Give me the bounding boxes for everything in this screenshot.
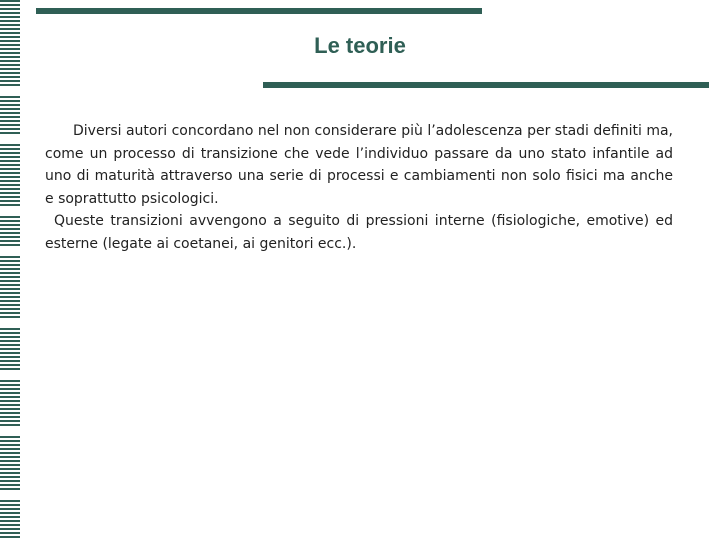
bottom-rule — [263, 82, 709, 88]
slide-body — [45, 120, 673, 255]
slide-title: Le teorie — [314, 33, 406, 58]
barcode-gaps — [0, 0, 20, 540]
paragraph-1: Diversi autori concordano nel non considerare più l’adolescenza per stadi definiti ma, come un processo di transizione che vede l’individuo passare da uno stato infantile ad uno di maturità attraverso una serie di processi e cambiamenti non solo fisici ma anche e soprattutto psicologici. — [45, 123, 673, 207]
top-rule — [36, 8, 482, 14]
paragraph-2: Queste transizioni avvengono a seguito di pressioni interne (fisiologiche, emotive) ed esterne (legate ai coetanei, ai genitori ecc.). — [45, 213, 673, 252]
